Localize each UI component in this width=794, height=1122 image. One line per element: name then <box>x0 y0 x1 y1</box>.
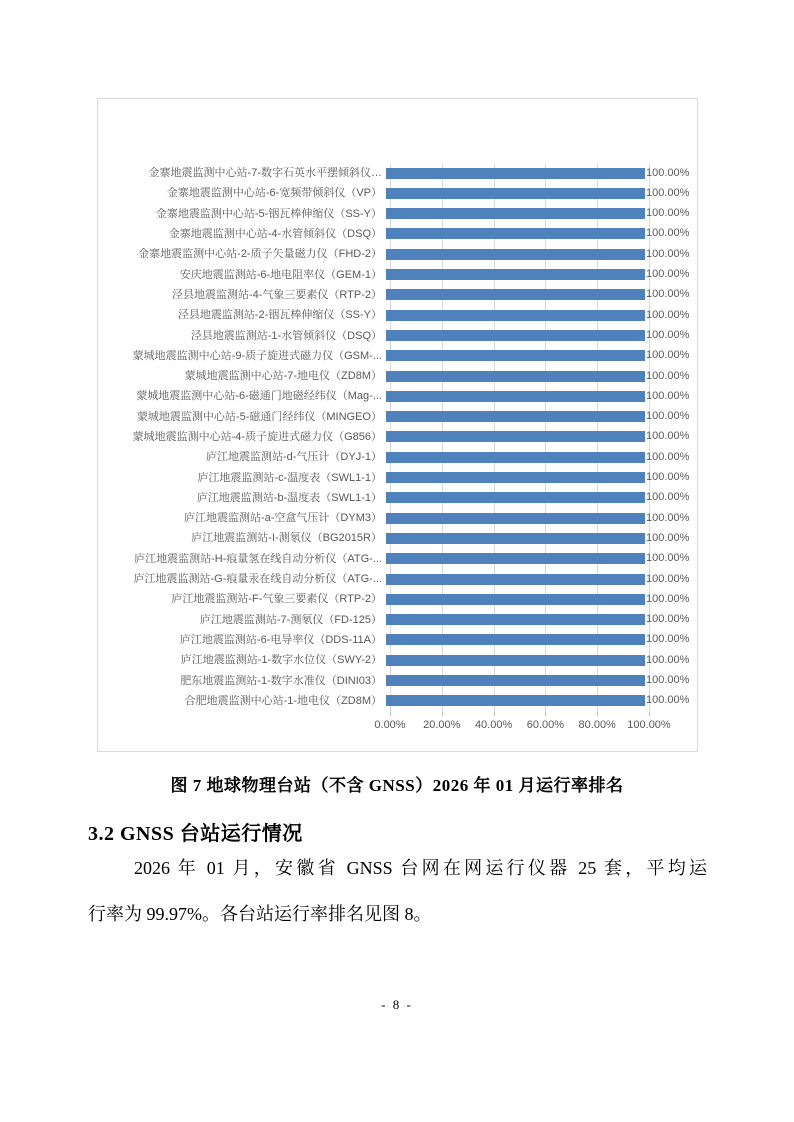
bar <box>386 371 645 382</box>
axis-tick <box>390 712 391 716</box>
bar-row <box>98 386 697 406</box>
data-label: 100.00% <box>646 653 690 666</box>
bar-track <box>386 650 690 670</box>
bar-track <box>386 528 690 548</box>
bar-row <box>98 650 697 670</box>
bar-track <box>386 224 690 244</box>
bar-row <box>98 508 697 528</box>
data-label: 100.00% <box>646 471 690 484</box>
data-label: 100.00% <box>646 511 690 524</box>
bar-track <box>386 427 690 447</box>
bar-row <box>98 589 697 609</box>
category-label: 泾县地震监测站-4-气象三要素仪（RTP-2） <box>171 288 382 301</box>
bar <box>386 269 645 280</box>
bar-track <box>386 447 690 467</box>
bar <box>386 574 645 585</box>
bar-row <box>98 325 697 345</box>
bar <box>386 228 645 239</box>
bar-track <box>386 346 690 366</box>
category-label: 庐江地震监测站-a-空盒气压计（DYM3） <box>183 512 382 525</box>
category-label: 安庆地震监测站-6-地电阻率仪（GEM-1） <box>179 268 382 281</box>
axis-tick <box>545 712 546 716</box>
data-label: 100.00% <box>646 369 690 382</box>
bar-row <box>98 407 697 427</box>
bar <box>386 188 645 199</box>
data-label: 100.00% <box>646 410 690 423</box>
bar-row <box>98 670 697 690</box>
section-heading: 3.2 GNSS 台站运行情况 <box>88 823 303 845</box>
bar-track <box>386 670 690 690</box>
data-label: 100.00% <box>646 552 690 565</box>
bar <box>386 289 645 300</box>
data-label: 100.00% <box>646 207 690 220</box>
category-label: 庐江地震监测站-b-温度表（SWL1-1） <box>196 491 382 504</box>
bar-track <box>386 285 690 305</box>
category-label: 合肥地震监测中心站-1-地电仪（ZD8M） <box>184 694 382 707</box>
bar-track <box>386 569 690 589</box>
bar-row <box>98 427 697 447</box>
bar <box>386 391 645 402</box>
data-label: 100.00% <box>646 430 690 443</box>
body-paragraph-line1: 2026 年 01 月，安徽省 GNSS 台网在网运行仪器 25 套，平均运 <box>134 858 707 878</box>
category-label: 泾县地震监测站-2-铟瓦棒伸缩仪（SS-Y） <box>177 309 382 322</box>
data-label: 100.00% <box>646 349 690 362</box>
axis-tick <box>649 712 650 716</box>
bar-track <box>386 691 690 711</box>
data-label: 100.00% <box>646 572 690 585</box>
data-label: 100.00% <box>646 613 690 626</box>
bar-track <box>386 508 690 528</box>
bar <box>386 553 645 564</box>
category-label: 蒙城地震监测中心站-9-质子旋进式磁力仪（GSM-... <box>132 349 382 362</box>
bar-track <box>386 467 690 487</box>
bar-track <box>386 366 690 386</box>
category-label: 庐江地震监测站-F-气象三要素仪（RTP-2） <box>171 593 382 606</box>
figure-caption: 图 7 地球物理台站（不含 GNSS）2026 年 01 月运行率排名 <box>170 776 624 795</box>
bar-track <box>386 244 690 264</box>
data-label: 100.00% <box>646 592 690 605</box>
page-number: - 8 - <box>381 997 413 1012</box>
x-axis-tick-label: 20.00% <box>423 719 461 731</box>
data-label: 100.00% <box>646 694 690 707</box>
bar-track <box>386 325 690 345</box>
bar-row <box>98 224 697 244</box>
category-label: 庐江地震监测站-H-痕量氢在线自动分析仪（ATG-... <box>134 552 382 565</box>
bar-track <box>386 630 690 650</box>
data-label: 100.00% <box>646 491 690 504</box>
category-label: 金寨地震监测中心站-6-宽频带倾斜仪（VP） <box>166 187 382 200</box>
bar <box>386 695 645 706</box>
data-label: 100.00% <box>646 328 690 341</box>
bar-row <box>98 264 697 284</box>
category-label: 蒙城地震监测中心站-7-地电仪（ZD8M） <box>184 370 382 383</box>
bar-track <box>386 488 690 508</box>
data-label: 100.00% <box>646 166 690 179</box>
body-paragraph-line2: 行率为 99.97%。各台站运行率排名见图 8。 <box>88 904 432 924</box>
bar-track <box>386 589 690 609</box>
data-label: 100.00% <box>646 268 690 281</box>
bar <box>386 208 645 219</box>
x-axis-tick-label: 60.00% <box>526 719 565 731</box>
bar-row <box>98 610 697 630</box>
bar-row <box>98 305 697 325</box>
bar-track <box>386 204 690 224</box>
category-label: 金寨地震监测中心站-7-数字石英水平摆倾斜仪… <box>148 167 382 180</box>
category-label: 金寨地震监测中心站-5-铟瓦棒伸缩仪（SS-Y） <box>155 207 382 220</box>
bar-row <box>98 204 697 224</box>
bar <box>386 411 645 422</box>
category-label: 蒙城地震监测中心站-5-磁通门经纬仪（MINGEO） <box>136 410 382 423</box>
data-label: 100.00% <box>646 450 690 463</box>
bar-track <box>386 386 690 406</box>
category-label: 庐江地震监测站-G-痕量汞在线自动分析仪（ATG-... <box>133 573 382 586</box>
bar <box>386 249 645 260</box>
data-label: 100.00% <box>646 308 690 321</box>
bar-track <box>386 610 690 630</box>
bar-row <box>98 183 697 203</box>
category-label: 庐江地震监测站-I-测氡仪（BG2015R） <box>191 532 382 545</box>
bar-track <box>386 305 690 325</box>
bar-track <box>386 549 690 569</box>
category-label: 金寨地震监测中心站-4-水管倾斜仪（DSQ） <box>168 228 382 241</box>
chart-bar-rows <box>98 163 697 711</box>
bar <box>386 594 645 605</box>
bar <box>386 472 645 483</box>
bar-row <box>98 467 697 487</box>
x-axis-tick-label: 100.00% <box>627 719 671 731</box>
category-label: 泾县地震监测站-1-水管倾斜仪（DSQ） <box>190 329 382 342</box>
category-label: 肥东地震监测站-1-数字水准仪（DINI03） <box>180 674 382 687</box>
category-label: 庐江地震监测站-d-气压计（DYJ-1） <box>205 451 382 464</box>
data-label: 100.00% <box>646 247 690 260</box>
axis-tick <box>494 712 495 716</box>
bar-row <box>98 569 697 589</box>
data-label: 100.00% <box>646 674 690 687</box>
data-label: 100.00% <box>646 288 690 301</box>
data-label: 100.00% <box>646 186 690 199</box>
x-axis-tick-label: 40.00% <box>474 719 513 731</box>
category-label: 蒙城地震监测中心站-6-磁通门地磁经纬仪（Mag-... <box>136 390 382 403</box>
category-label: 庐江地震监测站-1-数字水位仪（SWY-2） <box>180 654 382 667</box>
x-axis-tick-label: 80.00% <box>578 719 616 731</box>
bar <box>386 513 645 524</box>
data-label: 100.00% <box>646 531 690 544</box>
bar <box>386 431 645 442</box>
category-label: 蒙城地震监测中心站-4-质子旋进式磁力仪（G856） <box>132 431 382 443</box>
category-label: 庐江地震监测站-7-测氡仪（FD-125） <box>199 613 382 626</box>
bar-row <box>98 528 697 548</box>
bar <box>386 452 645 463</box>
bar-row <box>98 244 697 264</box>
bar-row <box>98 630 697 650</box>
bar <box>386 492 645 503</box>
bar-row <box>98 549 697 569</box>
data-label: 100.00% <box>646 633 690 646</box>
bar <box>386 614 645 625</box>
x-axis-tick-label: 0.00% <box>374 719 406 731</box>
bar-row <box>98 366 697 386</box>
bar-row <box>98 163 697 183</box>
bar <box>386 655 645 666</box>
operation-rate-bar-chart <box>97 98 698 752</box>
category-label: 庐江地震监测站-6-电导率仪（DDS-11A） <box>179 633 382 646</box>
data-label: 100.00% <box>646 227 690 240</box>
data-label: 100.00% <box>646 389 690 402</box>
bar-track <box>386 407 690 427</box>
category-label: 庐江地震监测站-c-温度表（SWL1-1） <box>197 471 382 484</box>
axis-tick <box>442 712 443 716</box>
bar <box>386 634 645 645</box>
bar <box>386 310 645 321</box>
bar <box>386 350 645 361</box>
bar-track <box>386 163 690 183</box>
chart-x-axis <box>374 719 671 733</box>
bar <box>386 330 645 341</box>
bar-row <box>98 488 697 508</box>
category-label: 金寨地震监测中心站-2-质子矢量磁力仪（FHD-2） <box>138 248 382 261</box>
bar-track <box>386 264 690 284</box>
bar <box>386 675 645 686</box>
bar <box>386 168 645 179</box>
bar-row <box>98 346 697 366</box>
bar-row <box>98 285 697 305</box>
bar-row <box>98 691 697 711</box>
axis-tick <box>597 712 598 716</box>
bar-row <box>98 447 697 467</box>
bar <box>386 533 645 544</box>
bar-track <box>386 183 690 203</box>
